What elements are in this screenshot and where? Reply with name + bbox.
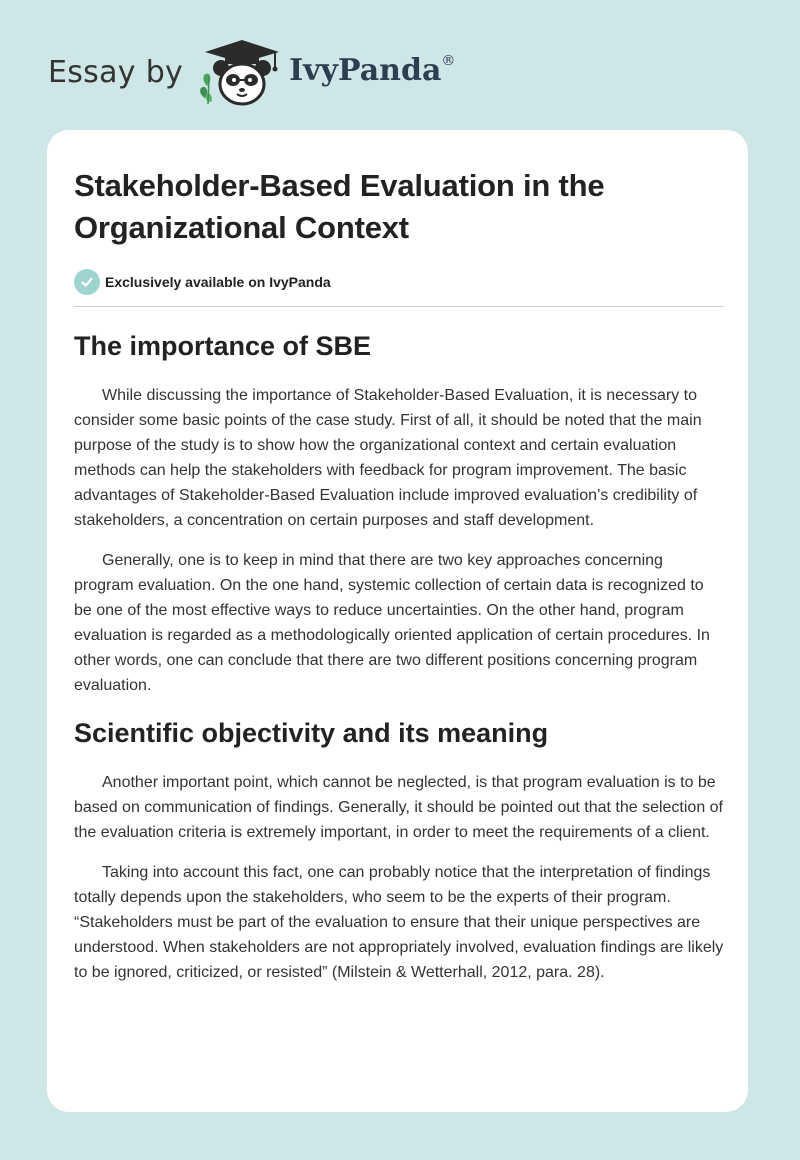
paragraph: While discussing the importance of Stakeholder-Based Evaluation, it is necessary to consider some basic points of the case study. First of all, it should be noted that the main purpose of the study is to show how the organizational context and certain evaluation methods can help the stakeholders with feedback for program improvement. The basic advantages of Stakeholder-Based Evaluation include improved evaluation’s credibility of stakeholders, a concentration on certain purposes and staff development. [74, 387, 702, 529]
section-importance-of-sbe [74, 329, 724, 698]
title-divider [74, 306, 724, 307]
checkmark-icon [80, 275, 94, 289]
ivy-leaf-icon [200, 74, 212, 104]
section-scientific-objectivity [74, 716, 724, 985]
check-circle-icon [74, 269, 100, 295]
brand-name-text: IvyPanda [289, 52, 442, 88]
exclusive-badge [74, 269, 724, 295]
essay-card [47, 130, 748, 1112]
panda-logo-graphic [195, 36, 285, 108]
section-heading: The importance of SBE [74, 331, 372, 361]
paragraph: Another important point, which cannot be neglected, is that program evaluation is to be based on communication of findings. Generally, it should be pointed out that the selection of the evaluation criteria is extremely important, in order to meet the requirements of a client. [74, 774, 723, 841]
registered-mark: ® [441, 52, 456, 69]
essay-title: Stakeholder-Based Evaluation in the Organizational Context [74, 168, 605, 245]
panda-logo-icon[interactable] [195, 36, 285, 108]
essay-content [74, 165, 724, 985]
exclusive-label: Exclusively available on IvyPanda [105, 274, 331, 290]
paragraph: Taking into account this fact, one can probably notice that the interpretation of findings totally depends upon the stakeholders, who seem to be the experts of their program. “Stakeholders must be part of the evaluation to ensure that their unique perspectives are understood. When stakeholders are not appropriately involved, evaluation findings are likely to be ignored, criticized, or resisted” (Milstein & Wetterhall, 2012, para. 28). [74, 864, 724, 981]
site-header [48, 36, 455, 108]
essay-by-label: Essay by [48, 54, 184, 90]
section-heading: Scientific objectivity and its meaning [74, 718, 549, 748]
paragraph: Generally, one is to keep in mind that there are two key approaches concerning program evaluation. On the one hand, systemic collection of certain data is recognized to be one of the most effective ways to reduce uncertainties. On the other hand, program evaluation is regarded as a methodologically oriented application of certain procedures. In other words, one can conclude that there are two different positions concerning program evaluation. [74, 552, 710, 694]
brand-name[interactable] [289, 53, 455, 88]
